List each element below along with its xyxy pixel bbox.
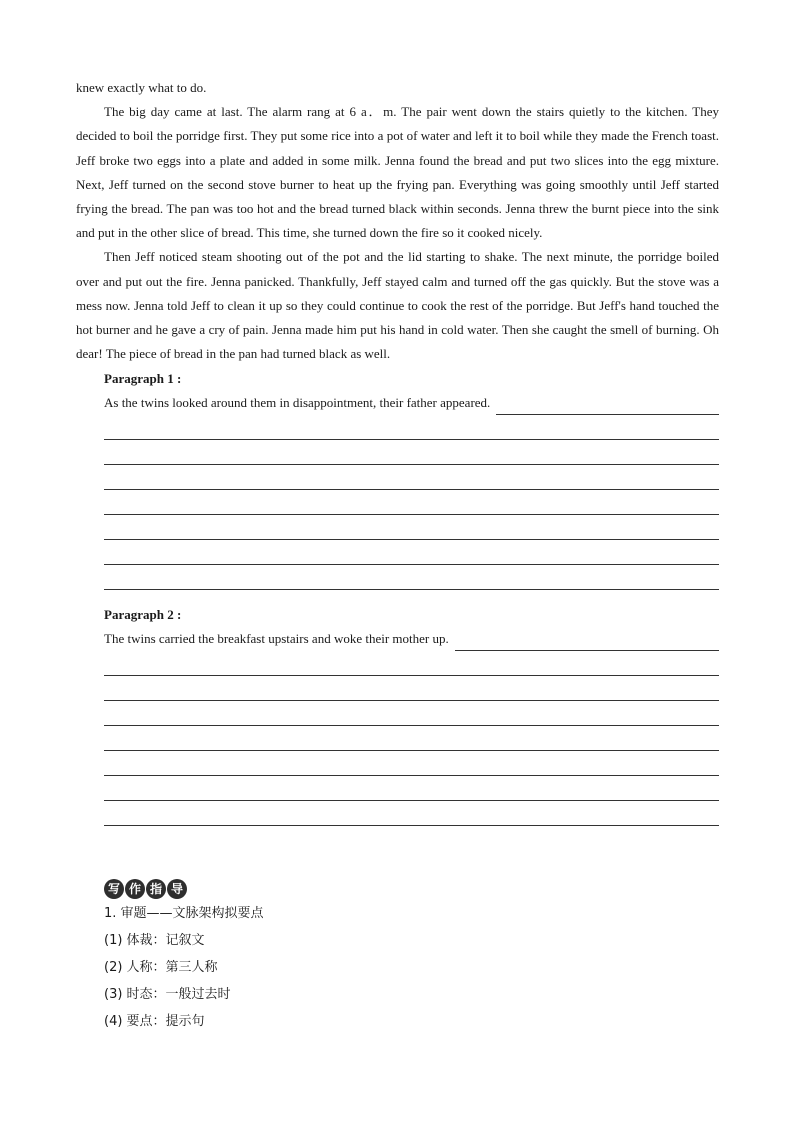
- guide-item: (1) 体裁：记叙文: [104, 933, 205, 948]
- writing-line[interactable]: [104, 777, 719, 801]
- passage-paragraph: Then Jeff noticed steam shooting out of the pot and the lid starting to shake. The next minute, the porridge boiled over and put out the fire. Jenna panicked. Thankfully, Jeff stayed calm and turned off the gas quickly. But the stove was a mess now. Jenna told Jeff to clean it up so they could continue to cook the rest of the porridge. But Jeff's hand touched the hot burner and he gave a cry of pain. Jenna made him put his hand in cold water. Then she caught the smell of burning. Oh dear! The piece of bread in the pan had turned black as well.: [76, 249, 719, 362]
- badge-char: 指: [146, 879, 166, 899]
- answer-lines[interactable]: [104, 652, 719, 826]
- answer-blank[interactable]: [455, 633, 719, 651]
- prompt-sentence: As the twins looked around them in disappointment, their father appeared.: [104, 395, 491, 411]
- writing-guide: [104, 878, 264, 1035]
- badge-char: 写: [104, 879, 124, 899]
- writing-line[interactable]: [104, 752, 719, 776]
- answer-blank[interactable]: [496, 397, 719, 415]
- writing-line[interactable]: [104, 652, 719, 676]
- reading-passage: [76, 76, 719, 826]
- paragraph-label: Paragraph 1 :: [104, 371, 182, 387]
- writing-section-1: [76, 367, 719, 590]
- writing-line[interactable]: [104, 802, 719, 826]
- writing-line[interactable]: [104, 566, 719, 590]
- writing-line[interactable]: [104, 727, 719, 751]
- answer-lines[interactable]: [104, 416, 719, 590]
- guide-item: (4) 要点：提示句: [104, 1014, 205, 1029]
- guide-item: (3) 时态：一般过去时: [104, 987, 231, 1002]
- writing-guide-badge: [104, 878, 264, 900]
- badge-char: 导: [167, 879, 187, 899]
- prompt-line: [104, 391, 719, 415]
- writing-line[interactable]: [104, 466, 719, 490]
- passage-paragraph: The big day came at last. The alarm rang at 6 a．m. The pair went down the stairs quietly to the kitchen. They decided to boil the porridge first. They put some rice into a pot of water and left it to boil while they made the French toast. Jeff broke two eggs into a plate and added in some milk. Jenna found the bread and put two slices into the egg mixture. Next, Jeff turned on the second stove burner to heat up the frying pan. Everything was going smoothly until Jeff started frying the bread. The pan was too hot and the bread turned black within seconds. Jenna threw the burnt piece into the sink and put in the other slice of bread. This time, she turned down the fire so it cooked nicely.: [76, 104, 719, 241]
- writing-line[interactable]: [104, 677, 719, 701]
- writing-line[interactable]: [104, 516, 719, 540]
- guide-heading: 1. 审题——文脉架构拟要点: [104, 906, 264, 921]
- prompt-sentence: The twins carried the breakfast upstairs and woke their mother up.: [104, 631, 449, 647]
- writing-line[interactable]: [104, 541, 719, 565]
- writing-line[interactable]: [104, 702, 719, 726]
- badge-char: 作: [125, 879, 145, 899]
- writing-line[interactable]: [104, 491, 719, 515]
- guide-item: (2) 人称：第三人称: [104, 960, 218, 975]
- prompt-line: [104, 627, 719, 651]
- writing-line[interactable]: [104, 441, 719, 465]
- paragraph-label: Paragraph 2 :: [104, 607, 182, 623]
- writing-section-2: [76, 603, 719, 826]
- writing-line[interactable]: [104, 416, 719, 440]
- passage-lead-line: knew exactly what to do.: [76, 80, 207, 95]
